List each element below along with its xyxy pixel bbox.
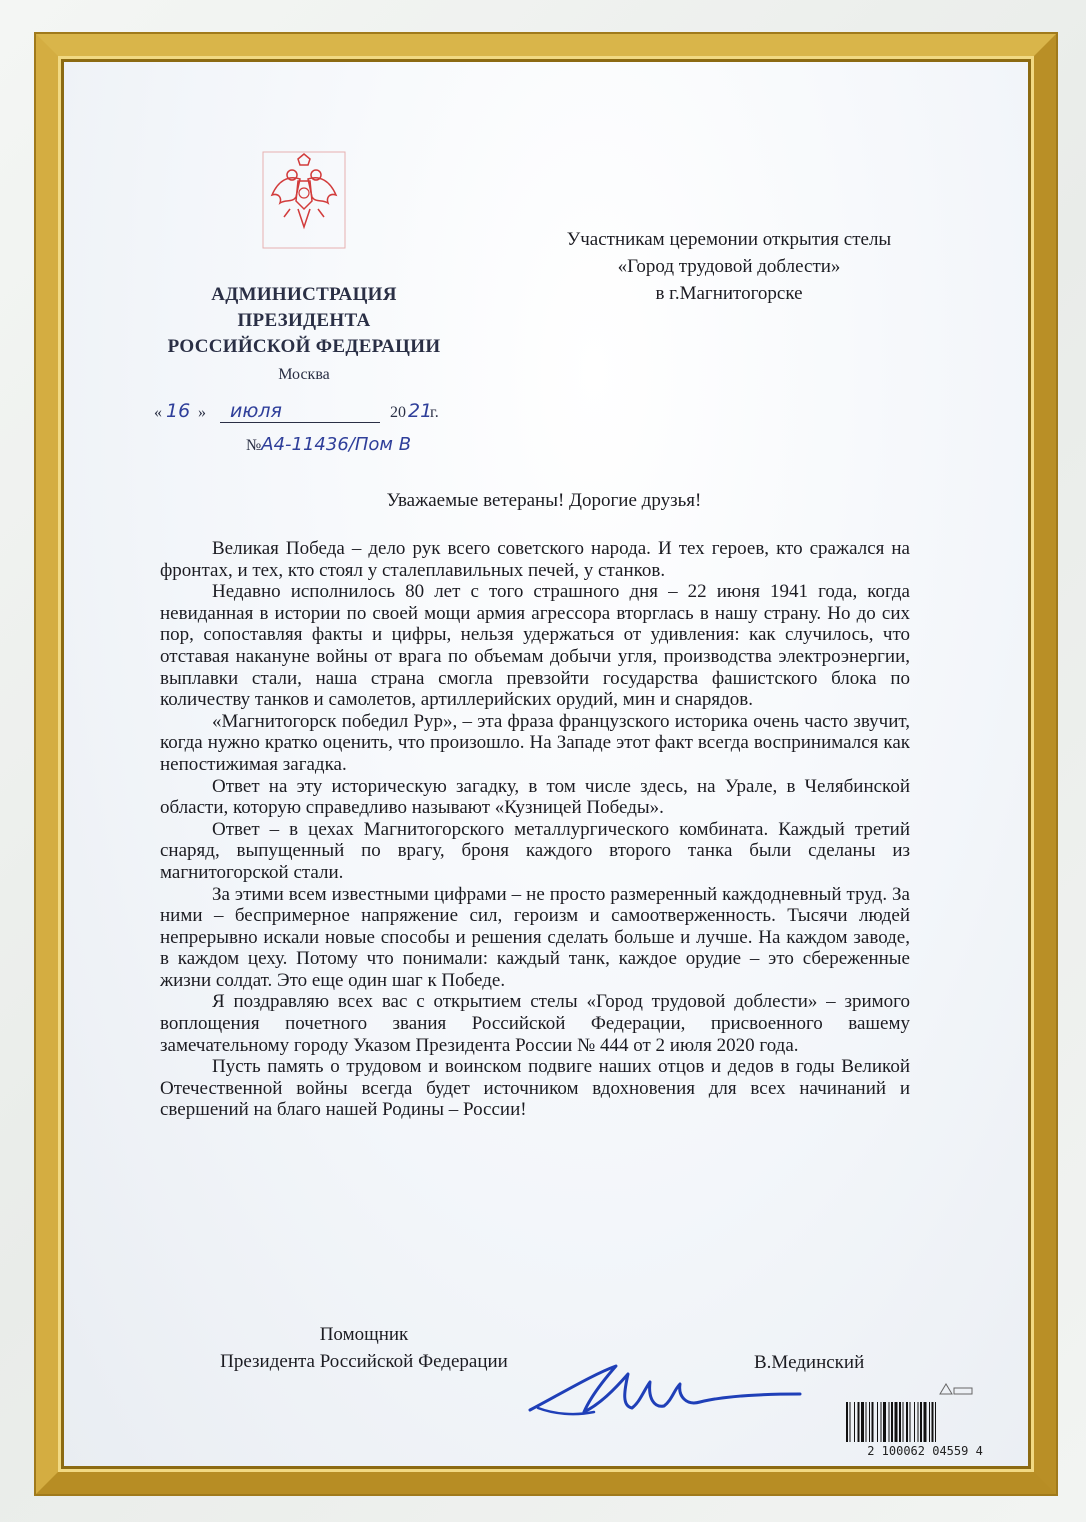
addressee-line-2: «Город трудовой доблести» xyxy=(617,256,841,277)
addressee-block xyxy=(494,226,964,307)
date-day: 16 xyxy=(166,400,191,422)
barcode-bar xyxy=(846,1402,848,1442)
barcode-bar xyxy=(869,1402,870,1442)
date-close-quote: » xyxy=(198,404,206,421)
barcode-bar xyxy=(877,1402,878,1442)
paragraph: Недавно исполнилось 80 лет с того страшного дня – 22 июня 1941 года, когда невиданная в истории по своей мощи армия агрессора вторглась в нашу страну. Но до сих пор, сопоставляя факты и цифры, нельзя удержаться от удивления: как случилось, что отставая накануне войны от врага по объемам добычи угля, производства электроэнергии, выплавки стали, наша страна смогла превзойти государства фашистского блока по количеству танков и самолетов, артиллерийских орудий, мин и снарядов. xyxy=(160,581,910,711)
barcode-bar xyxy=(866,1402,867,1442)
date-year-suffix: 21 xyxy=(408,400,433,422)
letterhead-line-3: РОССИЙСКОЙ ФЕДЕРАЦИИ xyxy=(167,336,441,357)
barcode-bar xyxy=(906,1402,908,1442)
signatory-title-line-2: Президента Российской Федерации xyxy=(220,1351,508,1372)
barcode-bar xyxy=(881,1402,882,1442)
letterhead-city: Москва xyxy=(278,366,330,383)
barcode-bar xyxy=(924,1402,927,1442)
signatory-title-line-1: Помощник xyxy=(319,1324,409,1345)
barcode-bar xyxy=(872,1402,874,1442)
barcode-bar xyxy=(935,1402,936,1442)
barcode-bar xyxy=(932,1402,934,1442)
barcode-bar xyxy=(910,1402,911,1442)
barcode-number: 2 100062 04559 4 xyxy=(867,1444,983,1458)
paragraph: За этими всем известными цифрами – не просто размеренный каждодневный труд. За ними – беспримерное напряжение сил, героизм и самоотверженность. Тысячи людей непрерывно искали новые способы и решения сделать больше и лучше. На каждом заводе, в каждом цеху. Потому что понимали: каждый танк, каждое орудие – это сбереженные жизни солдат. Это еще один шаг к Победе. xyxy=(160,883,910,991)
paragraph: Великая Победа – дело рук всего советского народа. И тех героев, кто сражался на фронтах, и тех, кто стоял у сталеплавильных печей, у станков. xyxy=(160,538,910,581)
barcode-bar xyxy=(918,1402,919,1442)
letter-date xyxy=(154,400,474,430)
paragraph: Пусть память о трудовом и воинском подвиге наших отцов и дедов в годы Великой Отечественной войны всегда будет источником вдохновения для всех начинаний и свершений на благо нашей Родины – России! xyxy=(160,1056,910,1121)
barcode-bar xyxy=(903,1402,904,1442)
addressee-line-3: в г.Магнитогорске xyxy=(655,283,803,304)
date-month: июля xyxy=(230,400,282,422)
barcode xyxy=(844,1402,1004,1442)
paragraph: «Магнитогорск победил Рур», – эта фраза французского историка очень часто звучит, когда нужно кратко оценить, что произошло. На Западе этот факт всегда воспринимался как непостижимая загадка. xyxy=(160,710,910,775)
barcode-bar xyxy=(883,1402,886,1442)
barcode-bar xyxy=(914,1402,915,1442)
barcode-bar xyxy=(858,1402,860,1442)
signatory-name: В.Мединский xyxy=(754,1352,865,1373)
barcode-bar xyxy=(850,1402,851,1442)
barcode-bar xyxy=(889,1402,890,1442)
letterhead-line-2: ПРЕЗИДЕНТА xyxy=(237,310,371,331)
greeting: Уважаемые ветераны! Дорогие друзья! xyxy=(386,490,702,511)
date-year-unit: г. xyxy=(430,404,439,421)
coat-of-arms-icon xyxy=(262,151,346,249)
barcode-bar xyxy=(899,1402,901,1442)
letter-sheet xyxy=(64,62,1028,1466)
printer-logo-icon xyxy=(936,1380,976,1398)
barcode-bar xyxy=(920,1402,922,1442)
barcode-bar xyxy=(891,1402,893,1442)
date-year-prefix: 20 xyxy=(390,404,406,421)
letter-body xyxy=(160,538,910,1121)
barcode-bar xyxy=(854,1402,855,1442)
paragraph: Я поздравляю всех вас с открытием стелы «Город трудовой доблести» – зримого воплощения почетного звания Российской Федерации, присвоенного вашему замечательному городу Указом Президента России № 444 от 2 июля 2020 года. xyxy=(160,991,910,1056)
letter-number-label: № xyxy=(246,437,262,454)
barcode-bar xyxy=(929,1402,930,1442)
paragraph: Ответ на эту историческую загадку, в том числе здесь, на Урале, в Челябинской области, которую справедливо называют «Кузницей Победы». xyxy=(160,775,910,819)
paragraph: Ответ – в цехах Магнитогорского металлургического комбината. Каждый третий снаряд, выпущенный по врагу, броня каждого второго танка были сделаны из магнитогорской стали. xyxy=(160,818,910,883)
barcode-bar xyxy=(861,1402,864,1442)
letter-number-value: А4-11436/Пом В xyxy=(261,434,412,455)
date-open-quote: « xyxy=(154,404,162,421)
date-month-underline xyxy=(220,422,380,423)
addressee-line-1: Участникам церемонии открытия стелы xyxy=(566,229,892,250)
letterhead-line-1: АДМИНИСТРАЦИЯ xyxy=(211,284,397,305)
barcode-bar xyxy=(895,1402,898,1442)
letter-number xyxy=(246,434,411,455)
